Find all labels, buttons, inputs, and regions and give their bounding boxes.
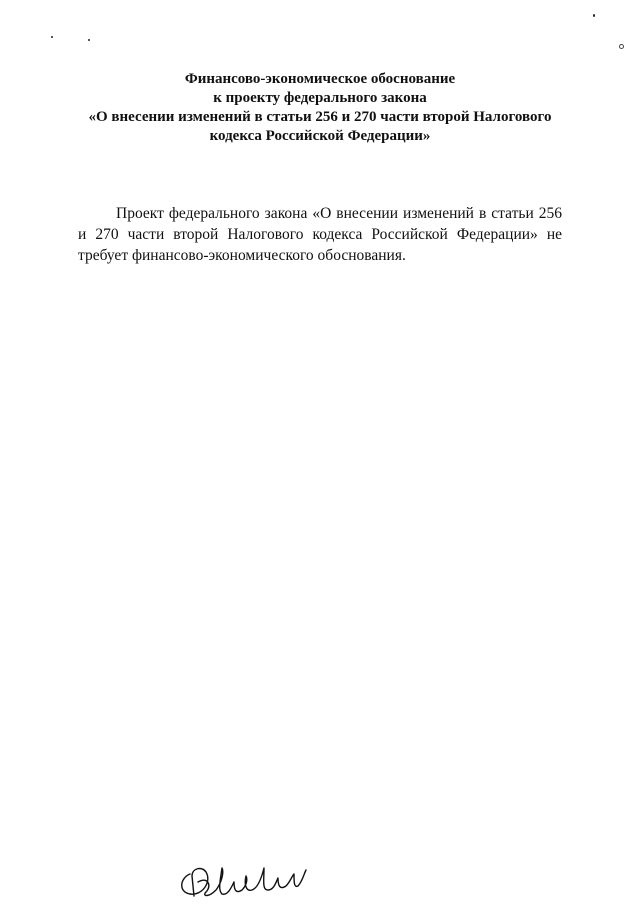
body-paragraph: Проект федерального закона «О внесении изменений в статьи 256 и 270 части второй Налогового кодекса Российской Федерации» не требует финансово-экономического обоснования. [78, 204, 562, 264]
title-line: к проекту федерального закона [213, 90, 427, 106]
scan-speck [51, 36, 53, 38]
title-line: «О внесении изменений в статьи 256 и 270 части второй Налогового [88, 109, 552, 125]
title-line: Финансово-экономическое обоснование [184, 71, 456, 87]
handwritten-signature [172, 852, 322, 902]
scan-speck [619, 44, 624, 49]
scan-speck [88, 39, 90, 41]
document-title [60, 70, 580, 146]
title-line: кодекса Российской Федерации» [209, 128, 431, 144]
scan-speck [593, 14, 595, 17]
